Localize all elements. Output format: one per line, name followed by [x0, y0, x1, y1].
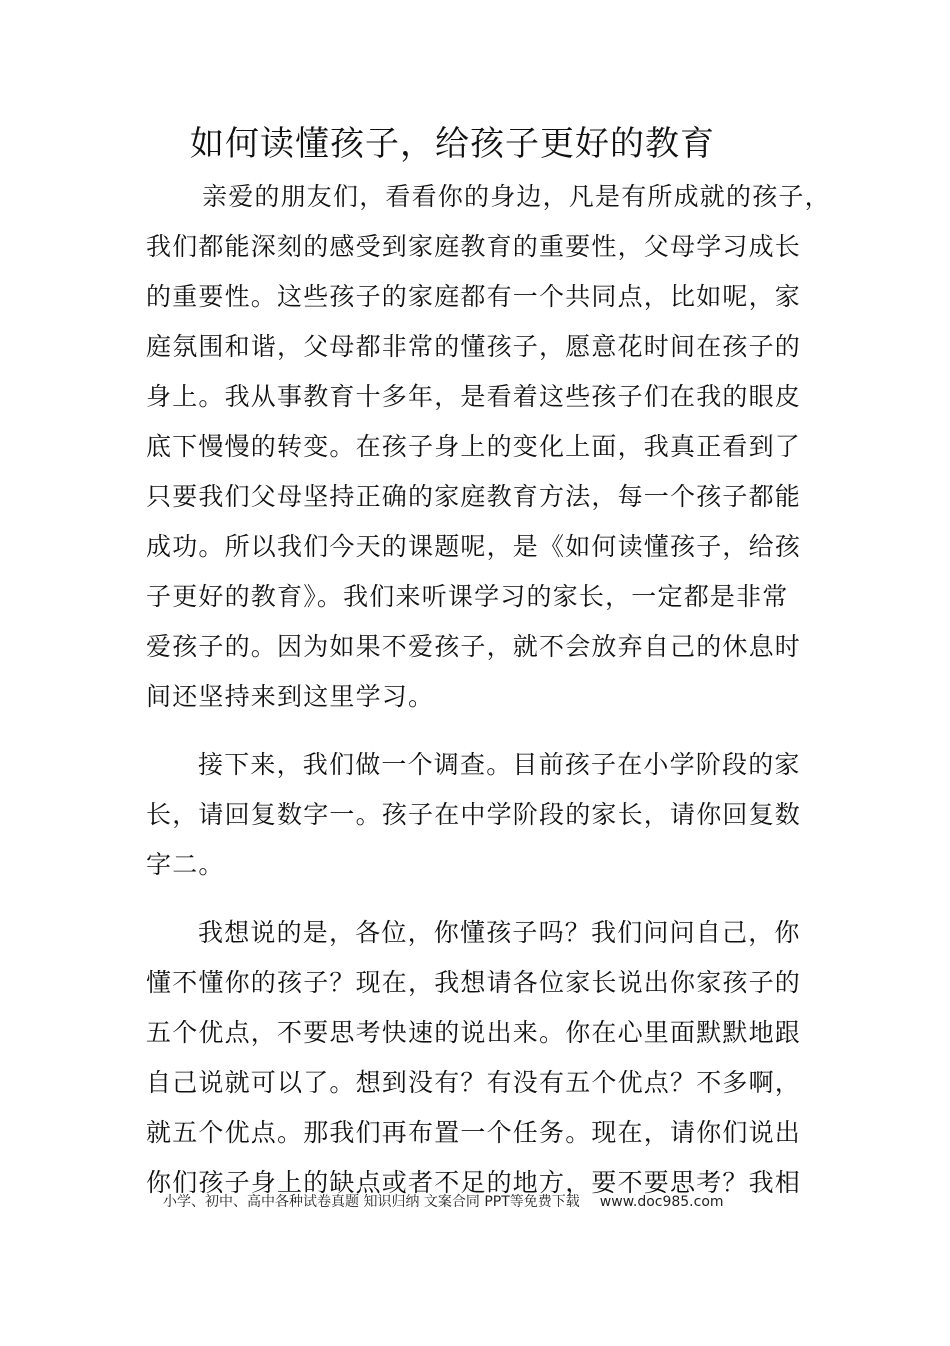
- text-line: 只要我们父母坚持正确的家庭教育方法，每一个孩子都能: [146, 482, 802, 511]
- text-line: 长，请回复数字一。孩子在中学阶段的家长，请你回复数: [146, 800, 802, 829]
- footer-url: www.doc985.com: [599, 1194, 724, 1210]
- text-line: 底下慢慢的转变。在孩子身上的变化上面，我真正看到了: [146, 432, 802, 461]
- text-line: 五个优点，不要思考快速的说出来。你在心里面默默地跟: [146, 1018, 802, 1047]
- footer-text: 小学、初中、高中各种试卷真题 知识归纳 文案合同 PPT等免费下载: [163, 1194, 580, 1210]
- paragraph-1: [146, 172, 836, 722]
- paragraph-gap: [146, 722, 836, 740]
- document-title: 如何读懂孩子，给孩子更好的教育: [190, 124, 715, 164]
- page-footer: [163, 1191, 803, 1213]
- text-line: 亲爱的朋友们，看看你的身边，凡是有所成就的孩子，: [202, 182, 831, 211]
- text-line: 爱孩子的。因为如果不爱孩子，就不会放弃自己的休息时: [146, 632, 802, 661]
- text-line: 我想说的是，各位，你懂孩子吗？我们问问自己，你: [198, 918, 801, 947]
- text-line: 间还坚持来到这里学习。: [146, 682, 435, 711]
- text-line: 字二。: [146, 850, 225, 879]
- text-line: 成功。所以我们今天的课题呢，是《如何读懂孩子，给孩: [146, 532, 802, 561]
- paragraph-gap: [146, 890, 836, 908]
- paragraph-2: [146, 740, 836, 890]
- text-line: 你们孩子身上的缺点或者不足的地方，要不要思考？我相: [146, 1168, 802, 1197]
- text-line: 自己说就可以了。想到没有？有没有五个优点？不多啊，: [146, 1068, 802, 1097]
- text-line: 子更好的教育》。我们来听课学习的家长，一定都是非常: [146, 582, 789, 611]
- text-line: 懂不懂你的孩子？现在，我想请各位家长说出你家孩子的: [146, 968, 802, 997]
- text-line: 我们都能深刻的感受到家庭教育的重要性，父母学习成长: [146, 232, 802, 261]
- text-line: 接下来，我们做一个调查。目前孩子在小学阶段的家: [198, 750, 801, 779]
- document-body: [146, 172, 836, 1208]
- paragraph-3: [146, 908, 836, 1208]
- text-line: 就五个优点。那我们再布置一个任务。现在，请你们说出: [146, 1118, 802, 1147]
- text-line: 庭氛围和谐，父母都非常的懂孩子，愿意花时间在孩子的: [146, 332, 802, 361]
- text-line: 的重要性。这些孩子的家庭都有一个共同点，比如呢，家: [146, 282, 802, 311]
- text-line: 身上。我从事教育十多年，是看着这些孩子们在我的眼皮: [146, 382, 802, 411]
